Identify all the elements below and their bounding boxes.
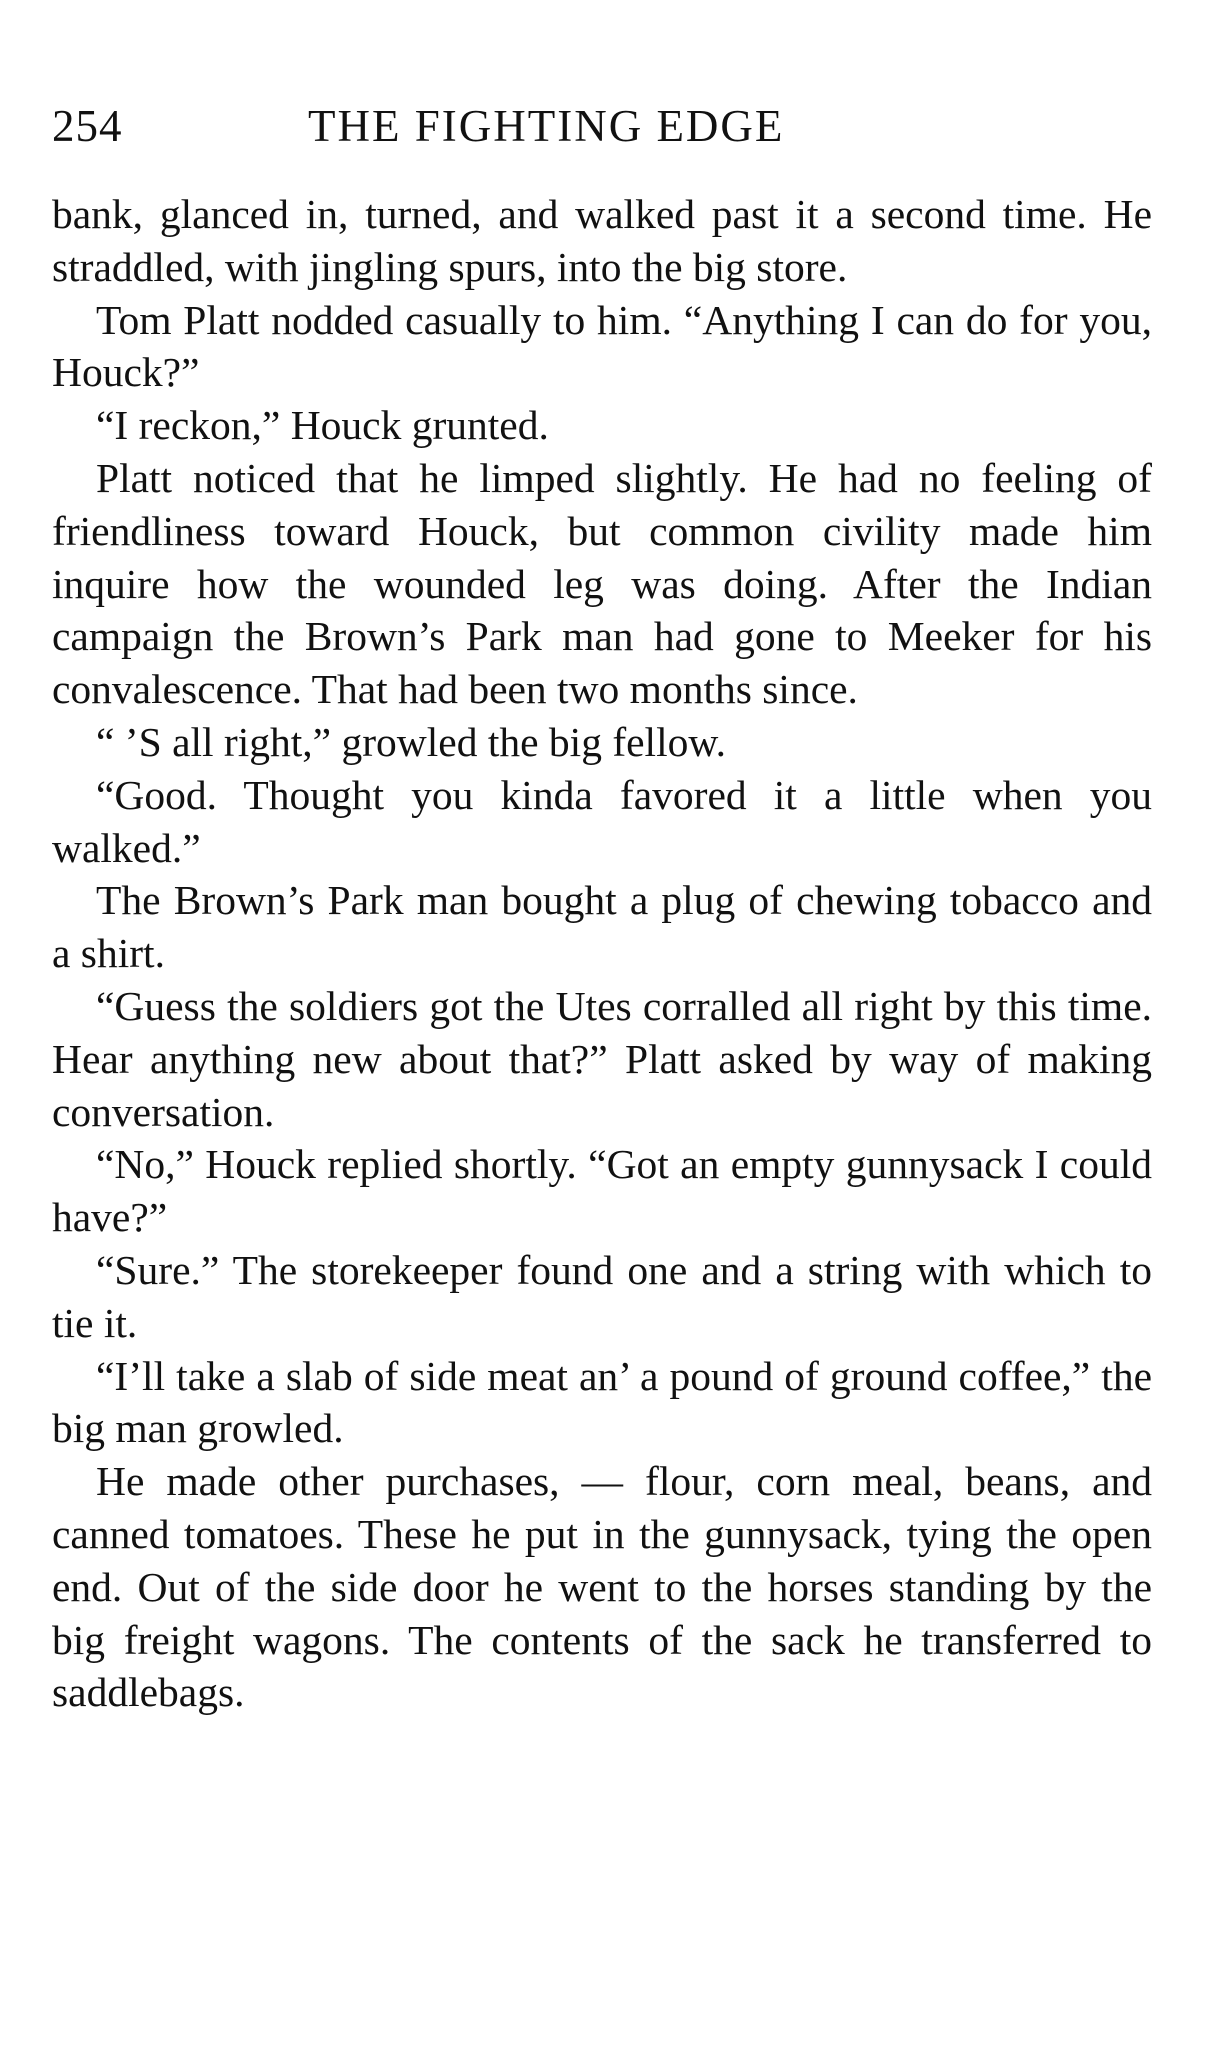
paragraph: “Sure.” The storekeeper found one and a string with which to tie it. [52, 1246, 1152, 1346]
paragraph: Platt noticed that he limped slightly. He had no feeling of friendliness toward Houck, but common civility made him inquire how the wounded leg was doing. After the Indian campaign the Brown’s Park man had gone to Meeker for his convalescence. That had been two months since. [52, 454, 1152, 713]
page-number: 254 [52, 101, 123, 151]
paragraph: “ ’S all right,” growled the big fellow. [96, 718, 727, 765]
paragraph: “I’ll take a slab of side meat an’ a pound of ground coffee,” the big man growled. [52, 1352, 1152, 1452]
paragraph: He made other purchases, — flour, corn meal, beans, and canned tomatoes. These he put in the gunnysack, tying the open end. Out of the side door he went to the horses standing by the big freight wagons. The contents of the sack he transferred to saddlebags. [52, 1458, 1152, 1716]
page-header [52, 96, 1152, 156]
paragraph: The Brown’s Park man bought a plug of chewing tobacco and a shirt. [52, 877, 1152, 977]
paragraph: “I reckon,” Houck grunted. [96, 402, 549, 449]
body-text [52, 188, 1152, 1719]
paragraph: “No,” Houck replied shortly. “Got an empty gunnysack I could have?” [52, 1141, 1152, 1241]
running-title: THE FIGHTING EDGE [308, 101, 785, 151]
paragraph: “Guess the soldiers got the Utes corralled all right by this time. Hear anything new about that?” Platt asked by way of making conversation. [52, 982, 1152, 1135]
paragraph: bank, glanced in, turned, and walked past it a second time. He straddled, with jingling spurs, into the big store. [52, 191, 1152, 290]
paragraph: “Good. Thought you kinda favored it a little when you walked.” [52, 771, 1152, 871]
paragraph: Tom Platt nodded casually to him. “Anything I can do for you, Houck?” [52, 296, 1152, 396]
